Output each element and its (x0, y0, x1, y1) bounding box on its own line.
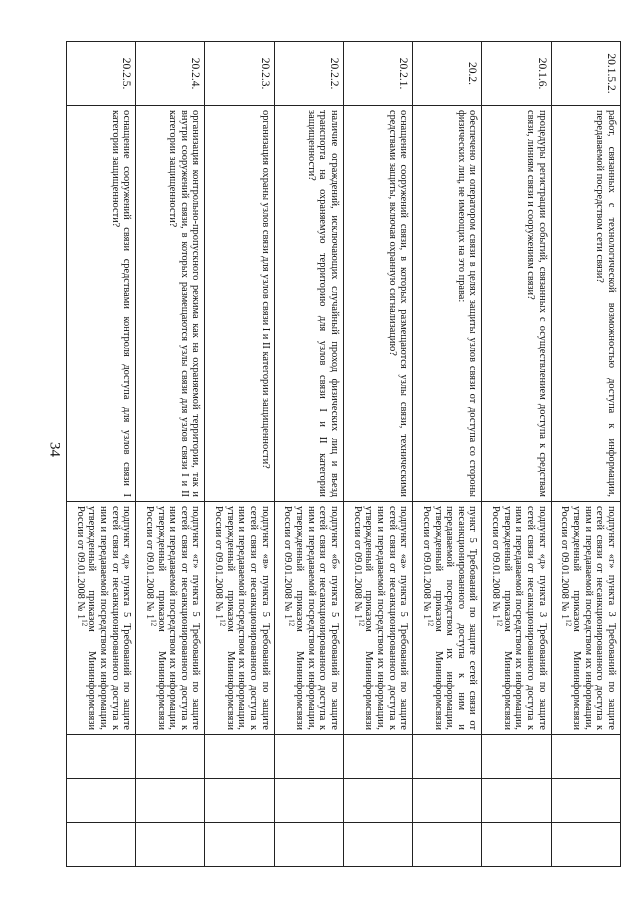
table-row (413, 42, 482, 867)
answer-cell (344, 779, 413, 823)
footnote-mark: 12 (495, 619, 504, 627)
answer-cell (136, 823, 205, 867)
requirements-table (66, 41, 621, 867)
legal-basis-text: подпункт «б» пункта 5 Требований по защите сетей связи от несанкционированного доступа к ним и передаваемой посредством их информации, утвержденный приказом Мининформсвязи России от 09.01.2008 № 1 (282, 506, 340, 730)
row-number: 20.2.3. (205, 42, 274, 106)
row-legal-basis (344, 502, 413, 735)
answer-cell (551, 823, 620, 867)
answer-cell (482, 779, 551, 823)
table-row (274, 42, 343, 867)
footnote-mark: 12 (426, 619, 435, 627)
footnote-mark: 12 (287, 619, 296, 627)
row-number: 20.2.1. (344, 42, 413, 106)
row-question: процедуры регистрации событий, связанных с осуществлением доступа к средствам связи, линиям связи и сооружениям связи? (482, 106, 551, 502)
answer-cell (482, 823, 551, 867)
row-question: организация охраны узлов связи для узлов связи I и II категории защищенности? (205, 106, 274, 502)
legal-basis-text: подпункт «д» пункта 5 Требований по защите сетей связи от несанкционированного доступа к ним и передаваемой посредством их информации, утвержденный приказом Мининформсвязи России от 09.01.2008 № 1 (74, 506, 133, 730)
table-row (136, 42, 205, 867)
row-legal-basis (482, 502, 551, 735)
footnote-mark: 12 (357, 619, 366, 627)
answer-cell (413, 823, 482, 867)
answer-cell (344, 823, 413, 867)
row-question: обеспечено ли оператором связи в целях защиты узлов связи от доступа со стороны физических лиц, не имеющих на это права: (413, 106, 482, 502)
footnote-mark: 12 (564, 619, 573, 627)
legal-basis-text: подпункт «а» пункта 5 Требований по защите сетей связи от несанкционированного доступа к ним и передаваемой посредством их информации, утвержденный приказом Мининформсвязи России от 09.01.2008 № 1 (351, 506, 410, 730)
answer-cell (205, 823, 274, 867)
table-row (205, 42, 274, 867)
row-legal-basis (551, 502, 620, 735)
row-number: 20.2.4. (136, 42, 205, 106)
row-question: работ, связанных с технологической возможностью доступа к информации, передаваемой посредством сети связи? (551, 106, 620, 502)
answer-cell (136, 735, 205, 779)
answer-cell (205, 779, 274, 823)
answer-cell (274, 779, 343, 823)
legal-basis-text: подпункт «в» пункта 5 Требований по защите сетей связи от несанкционированного доступа к ним и передаваемой посредством их информации, утвержденный приказом Мининформсвязи России от 09.01.2008 № 1 (213, 506, 271, 730)
answer-cell (274, 735, 343, 779)
footnote-mark: 12 (149, 619, 158, 627)
table-row (344, 42, 413, 867)
answer-cell (551, 779, 620, 823)
answer-cell (67, 779, 136, 823)
row-number: 20.1.6. (482, 42, 551, 106)
row-legal-basis (413, 502, 482, 735)
row-question: оснащение сооружений связи средствами контроля доступа для узлов связи I категории защищенности? (67, 106, 136, 502)
legal-basis-text: подпункт «г» пункта 5 Требований по защите сетей связи от несанкционированного доступа к ним и передаваемой посредством их информации, утвержденный приказом Мининформсвязи России от 09.01.2008 № 1 (143, 506, 202, 730)
row-question: оснащение сооружений связи, в которых размещаются узлы связи, техническими средствами защиты, включая охранную сигнализацию? (344, 106, 413, 502)
row-legal-basis (274, 502, 343, 735)
row-legal-basis (136, 502, 205, 735)
page-number: 34 (46, 442, 63, 457)
rotated-table-container (66, 41, 621, 867)
legal-basis-text: подпункт «г» пункта 3 Требований по защите сетей связи от несанкционированного доступа к ним и передаваемой посредством их информации, утвержденный приказом Мининформсвязи России от 09.01.2008 № 1 (559, 506, 617, 730)
row-number: 20.2.5. (67, 42, 136, 106)
answer-cell (274, 823, 343, 867)
table-row (67, 42, 136, 867)
table-row (551, 42, 620, 867)
table-row (482, 42, 551, 867)
row-legal-basis (67, 502, 136, 735)
footnote-mark: 12 (218, 619, 227, 627)
legal-basis-text: подпункт «д» пункта 3 Требований по защите сетей связи от несанкционированного доступа к ним и передаваемой посредством их информации, утвержденный приказом Мининформсвязи России от 09.01.2008 № 1 (490, 506, 548, 730)
row-question: организация контрольно-пропускного режима как на охраняемой территории, так и внутри сооружений связи, в которых размещаются узлы связи для узлов связи I и II категории защищенности? (136, 106, 205, 502)
legal-basis-text: пункт 5 Требований по защите сетей связи от несанкционированного доступа к ним и передаваемой посредством их информации, утвержденный приказом Мининформсвязи России от 09.01.2008 № 1 (420, 506, 479, 730)
answer-cell (205, 735, 274, 779)
answer-cell (413, 779, 482, 823)
row-question: наличие ограждений, исключающих случайный проход физических лиц и въезд транспорта на охраняемую территорию для узлов связи I и II категории защищенности? (274, 106, 343, 502)
answer-cell (413, 735, 482, 779)
answer-cell (136, 779, 205, 823)
row-number: 20.2.2. (274, 42, 343, 106)
answer-cell (67, 735, 136, 779)
answer-cell (344, 735, 413, 779)
footnote-mark: 12 (80, 619, 89, 627)
row-legal-basis (205, 502, 274, 735)
row-number: 20.2. (413, 42, 482, 106)
row-number: 20.1.5.2. (551, 42, 620, 106)
answer-cell (482, 735, 551, 779)
answer-cell (67, 823, 136, 867)
answer-cell (551, 735, 620, 779)
